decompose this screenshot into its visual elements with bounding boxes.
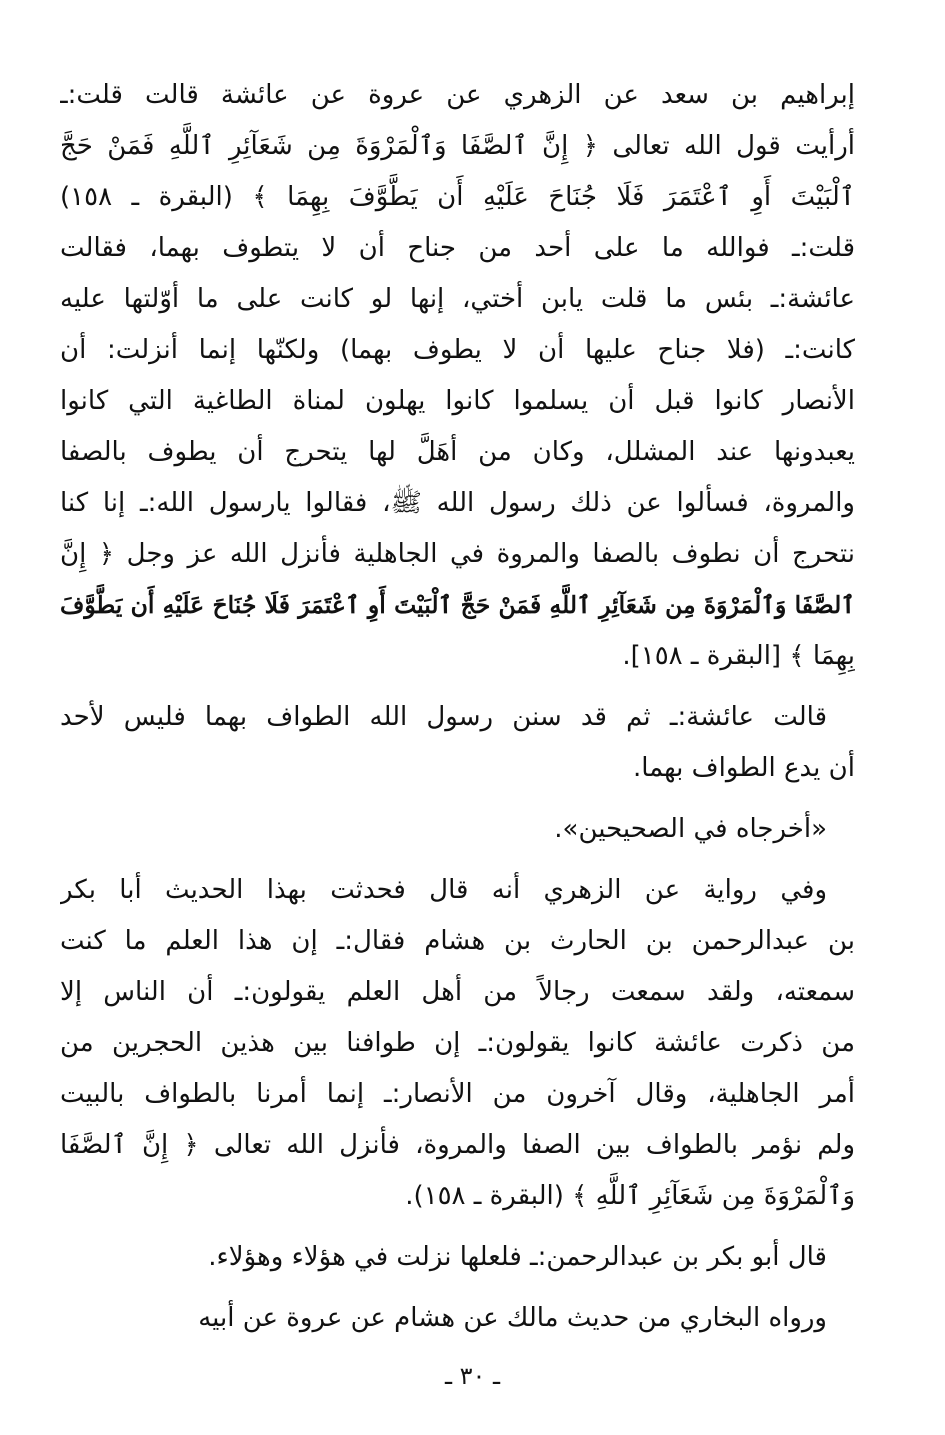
text-line: وَٱلْمَرْوَةَ مِن شَعَآئِرِ ٱللَّهِ ﴾ (البقرة ـ ١٥٨).	[405, 1181, 855, 1211]
paragraph	[60, 1293, 855, 1344]
quran-verse-line: ٱلصَّفَا وَٱلْمَرْوَةَ مِن شَعَآئِرِ ٱللَّهِ فَمَنْ حَجَّ ٱلْبَيْتَ أَوِ ٱعْتَمَرَ فَلَا جُنَاحَ عَلَيْهِ أَن يَطَّوَّفَ	[60, 591, 855, 619]
text-line: بِهِمَا ﴾ [البقرة ـ ١٥٨].	[622, 641, 855, 671]
text-line: إبراهيم بن سعد عن الزهري عن عروة عن عائشة قالت قلت:ـ	[60, 80, 855, 110]
text-line: بن عبدالرحمن بن الحارث بن هشام فقال:ـ إن هذا العلم ما كنت	[60, 926, 855, 956]
text-line: ولم نؤمر بالطواف بين الصفا والمروة، فأنزل الله تعالى ﴿ إِنَّ ٱلصَّفَا	[60, 1130, 855, 1160]
text-line: الأنصار كانوا قبل أن يسلموا كانوا يهلون لمناة الطاغية التي كانوا	[60, 386, 855, 416]
text-line: قالت عائشة:ـ ثم قد سنن رسول الله الطواف بهما فليس لأحد	[60, 702, 827, 732]
text-line: وفي رواية عن الزهري أنه قال فحدثت بهذا الحديث أبا بكر	[60, 875, 827, 905]
paragraph	[60, 1232, 855, 1283]
text-line: ٱلْبَيْتَ أَوِ ٱعْتَمَرَ فَلَا جُنَاحَ عَلَيْهِ أَن يَطَّوَّفَ بِهِمَا ﴾ (البقرة ـ ١٥٨)	[60, 182, 855, 212]
page-number: ـ ٣٠ ـ	[444, 1362, 501, 1390]
text-line: من ذكرت عائشة كانوا يقولون:ـ إن طوافنا بين هذين الحجرين من	[60, 1028, 855, 1058]
text-line: كانت:ـ (فلا جناح عليها أن لا يطوف بهما) ولكنّها إنما أنزلت: أن	[60, 335, 855, 365]
paragraph	[60, 70, 855, 682]
text-line: ورواه البخاري من حديث مالك عن هشام عن عروة عن أبيه	[198, 1303, 827, 1333]
text-line: يعبدونها عند المشلل، وكان من أهَلَّ لها يتحرج أن يطوف بالصفا	[60, 437, 855, 467]
text-line: نتحرج أن نطوف بالصفا والمروة في الجاهلية فأنزل الله عز وجل ﴿ إِنَّ	[60, 539, 855, 569]
text-line: عائشة:ـ بئس ما قلت يابن أختي، إنها لو كانت على ما أوّلتها عليه	[60, 284, 855, 314]
text-line: «أخرجاه في الصحيحين».	[554, 814, 827, 844]
text-line: أن يدع الطواف بهما.	[632, 753, 855, 783]
text-line: قال أبو بكر بن عبدالرحمن:ـ فلعلها نزلت في هؤلاء وهؤلاء.	[208, 1242, 827, 1272]
text-line: أمر الجاهلية، وقال آخرون من الأنصار:ـ إنما أمرنا بالطواف بالبيت	[60, 1079, 855, 1109]
text-line: سمعته، ولقد سمعت رجالاً من أهل العلم يقولون:ـ أن الناس إلا	[60, 977, 855, 1007]
text-line: قلت:ـ فوالله ما على أحد من جناح أن لا يتطوف بهما، فقالت	[60, 233, 855, 263]
text-line: والمروة، فسألوا عن ذلك رسول الله ﷺ، فقالوا يارسول الله:ـ إنا كنا	[60, 488, 855, 518]
text-line: أرأيت قول الله تعالى ﴿ إِنَّ ٱلصَّفَا وَٱلْمَرْوَةَ مِن شَعَآئِرِ ٱللَّهِ فَمَنْ حَجَّ	[60, 131, 855, 161]
page-body	[60, 70, 855, 1435]
paragraph	[60, 865, 855, 1222]
paragraph	[60, 804, 855, 855]
paragraph	[60, 692, 855, 794]
